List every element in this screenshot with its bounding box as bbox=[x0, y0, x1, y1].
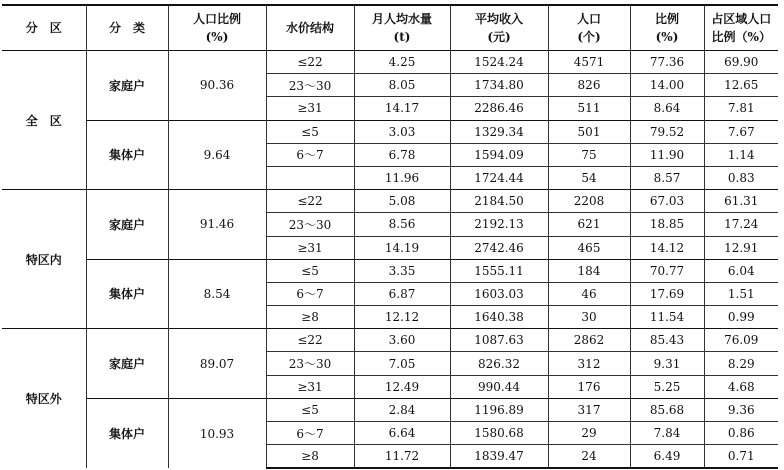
population-cell: 2862 bbox=[548, 329, 630, 352]
price-structure-cell: ≥31 bbox=[266, 236, 354, 259]
region-pop-ratio-cell: 0.99 bbox=[704, 306, 778, 329]
table-body bbox=[2, 51, 778, 469]
population-cell: 30 bbox=[548, 306, 630, 329]
ratio-cell: 7.84 bbox=[630, 422, 704, 445]
avg-income-cell: 1196.89 bbox=[450, 398, 548, 421]
region-pop-ratio-cell: 9.36 bbox=[704, 398, 778, 421]
avg-income-cell: 1839.47 bbox=[450, 445, 548, 469]
monthly-water-cell: 6.78 bbox=[354, 143, 450, 166]
ratio-cell: 67.03 bbox=[630, 190, 704, 213]
header-region-pop-ratio bbox=[704, 5, 778, 51]
ratio-cell: 11.90 bbox=[630, 143, 704, 166]
pop-ratio-cell: 90.36 bbox=[168, 51, 266, 121]
region-pop-ratio-cell: 17.24 bbox=[704, 213, 778, 236]
avg-income-cell: 2286.46 bbox=[450, 97, 548, 120]
header-population-line1: 人口 bbox=[576, 12, 601, 26]
category-cell: 家庭户 bbox=[86, 51, 168, 121]
header-monthly-water bbox=[354, 5, 450, 51]
header-pop-ratio-line2: (%) bbox=[205, 30, 229, 44]
population-cell: 29 bbox=[548, 422, 630, 445]
avg-income-cell: 1594.09 bbox=[450, 143, 548, 166]
monthly-water-cell: 8.56 bbox=[354, 213, 450, 236]
price-structure-cell: ≤5 bbox=[266, 120, 354, 143]
header-pop-ratio bbox=[168, 5, 266, 51]
region-pop-ratio-cell: 12.91 bbox=[704, 236, 778, 259]
header-price-structure: 水价结构 bbox=[266, 5, 354, 51]
pop-ratio-cell: 9.64 bbox=[168, 120, 266, 190]
ratio-cell: 14.00 bbox=[630, 74, 704, 97]
price-structure-cell bbox=[266, 166, 354, 189]
ratio-cell: 9.31 bbox=[630, 352, 704, 375]
population-cell: 317 bbox=[548, 398, 630, 421]
monthly-water-cell: 12.12 bbox=[354, 306, 450, 329]
region-pop-ratio-cell: 0.71 bbox=[704, 445, 778, 469]
region-pop-ratio-cell: 1.14 bbox=[704, 143, 778, 166]
avg-income-cell: 1603.03 bbox=[450, 282, 548, 305]
monthly-water-cell: 7.05 bbox=[354, 352, 450, 375]
ratio-cell: 8.57 bbox=[630, 166, 704, 189]
ratio-cell: 17.69 bbox=[630, 282, 704, 305]
avg-income-cell: 1524.24 bbox=[450, 51, 548, 74]
region-cell: 全 区 bbox=[2, 51, 86, 190]
population-cell: 511 bbox=[548, 97, 630, 120]
avg-income-cell: 2184.50 bbox=[450, 190, 548, 213]
price-structure-cell: ≤22 bbox=[266, 190, 354, 213]
ratio-cell: 6.49 bbox=[630, 445, 704, 469]
monthly-water-cell: 6.87 bbox=[354, 282, 450, 305]
avg-income-cell: 1734.80 bbox=[450, 74, 548, 97]
ratio-cell: 85.68 bbox=[630, 398, 704, 421]
region-pop-ratio-cell: 69.90 bbox=[704, 51, 778, 74]
population-cell: 75 bbox=[548, 143, 630, 166]
ratio-cell: 77.36 bbox=[630, 51, 704, 74]
table-row bbox=[2, 259, 778, 282]
monthly-water-cell: 2.84 bbox=[354, 398, 450, 421]
avg-income-cell: 2192.13 bbox=[450, 213, 548, 236]
avg-income-cell: 990.44 bbox=[450, 375, 548, 398]
table-row bbox=[2, 190, 778, 213]
monthly-water-cell: 11.96 bbox=[354, 166, 450, 189]
price-structure-cell: 23～30 bbox=[266, 213, 354, 236]
avg-income-cell: 1724.44 bbox=[450, 166, 548, 189]
population-cell: 24 bbox=[548, 445, 630, 469]
population-cell: 184 bbox=[548, 259, 630, 282]
header-avg-income-line2: (元) bbox=[487, 30, 511, 44]
header-region-pop-ratio-line1: 占区域人口 bbox=[711, 12, 772, 26]
avg-income-cell: 2742.46 bbox=[450, 236, 548, 259]
price-structure-cell: ≥8 bbox=[266, 306, 354, 329]
avg-income-cell: 1555.11 bbox=[450, 259, 548, 282]
population-cell: 465 bbox=[548, 236, 630, 259]
population-cell: 176 bbox=[548, 375, 630, 398]
pop-ratio-cell: 91.46 bbox=[168, 190, 266, 260]
region-pop-ratio-cell: 6.04 bbox=[704, 259, 778, 282]
avg-income-cell: 826.32 bbox=[450, 352, 548, 375]
monthly-water-cell: 8.05 bbox=[354, 74, 450, 97]
table-row bbox=[2, 398, 778, 421]
avg-income-cell: 1329.34 bbox=[450, 120, 548, 143]
price-structure-cell: 6～7 bbox=[266, 282, 354, 305]
header-row bbox=[2, 5, 778, 51]
monthly-water-cell: 6.64 bbox=[354, 422, 450, 445]
monthly-water-cell: 14.19 bbox=[354, 236, 450, 259]
header-region: 分 区 bbox=[2, 5, 86, 51]
region-pop-ratio-cell: 4.68 bbox=[704, 375, 778, 398]
price-structure-cell: 23～30 bbox=[266, 352, 354, 375]
header-population bbox=[548, 5, 630, 51]
avg-income-cell: 1087.63 bbox=[450, 329, 548, 352]
avg-income-cell: 1580.68 bbox=[450, 422, 548, 445]
monthly-water-cell: 11.72 bbox=[354, 445, 450, 469]
population-cell: 2208 bbox=[548, 190, 630, 213]
price-structure-cell: ≤5 bbox=[266, 259, 354, 282]
price-structure-cell: ≤22 bbox=[266, 329, 354, 352]
header-population-line2: (个) bbox=[577, 30, 601, 44]
region-cell: 特区内 bbox=[2, 190, 86, 329]
category-cell: 家庭户 bbox=[86, 190, 168, 260]
header-avg-income bbox=[450, 5, 548, 51]
header-avg-income-line1: 平均收入 bbox=[474, 12, 523, 26]
table-row bbox=[2, 51, 778, 74]
ratio-cell: 11.54 bbox=[630, 306, 704, 329]
table-row bbox=[2, 329, 778, 352]
header-ratio-line2: (%) bbox=[655, 30, 679, 44]
price-structure-cell: ≥8 bbox=[266, 445, 354, 469]
header-ratio-line1: 比例 bbox=[654, 12, 679, 26]
region-pop-ratio-cell: 0.86 bbox=[704, 422, 778, 445]
header-ratio bbox=[630, 5, 704, 51]
price-structure-cell: ≤22 bbox=[266, 51, 354, 74]
header-monthly-water-line2: (t) bbox=[393, 30, 411, 44]
price-structure-cell: 6～7 bbox=[266, 422, 354, 445]
population-cell: 826 bbox=[548, 74, 630, 97]
region-pop-ratio-cell: 1.51 bbox=[704, 282, 778, 305]
ratio-cell: 14.12 bbox=[630, 236, 704, 259]
ratio-cell: 8.64 bbox=[630, 97, 704, 120]
header-pop-ratio-line1: 人口比例 bbox=[192, 12, 241, 26]
monthly-water-cell: 12.49 bbox=[354, 375, 450, 398]
region-pop-ratio-cell: 7.81 bbox=[704, 97, 778, 120]
pop-ratio-cell: 10.93 bbox=[168, 398, 266, 468]
category-cell: 集体户 bbox=[86, 259, 168, 329]
pop-ratio-cell: 89.07 bbox=[168, 329, 266, 399]
header-region-pop-ratio-line2: 比例（%） bbox=[711, 30, 771, 44]
header-monthly-water-line1: 月人均水量 bbox=[371, 12, 432, 26]
monthly-water-cell: 3.60 bbox=[354, 329, 450, 352]
region-pop-ratio-cell: 12.65 bbox=[704, 74, 778, 97]
price-structure-cell: 6～7 bbox=[266, 143, 354, 166]
monthly-water-cell: 5.08 bbox=[354, 190, 450, 213]
avg-income-cell: 1640.38 bbox=[450, 306, 548, 329]
category-cell: 集体户 bbox=[86, 120, 168, 190]
population-cell: 621 bbox=[548, 213, 630, 236]
pop-ratio-cell: 8.54 bbox=[168, 259, 266, 329]
ratio-cell: 79.52 bbox=[630, 120, 704, 143]
category-cell: 集体户 bbox=[86, 398, 168, 468]
region-cell: 特区外 bbox=[2, 329, 86, 469]
population-cell: 4571 bbox=[548, 51, 630, 74]
water-price-table bbox=[2, 4, 778, 469]
region-pop-ratio-cell: 0.83 bbox=[704, 166, 778, 189]
monthly-water-cell: 14.17 bbox=[354, 97, 450, 120]
population-cell: 54 bbox=[548, 166, 630, 189]
price-structure-cell: ≥31 bbox=[266, 375, 354, 398]
region-pop-ratio-cell: 61.31 bbox=[704, 190, 778, 213]
ratio-cell: 85.43 bbox=[630, 329, 704, 352]
monthly-water-cell: 3.35 bbox=[354, 259, 450, 282]
ratio-cell: 70.77 bbox=[630, 259, 704, 282]
population-cell: 46 bbox=[548, 282, 630, 305]
monthly-water-cell: 4.25 bbox=[354, 51, 450, 74]
region-pop-ratio-cell: 8.29 bbox=[704, 352, 778, 375]
price-structure-cell: 23～30 bbox=[266, 74, 354, 97]
price-structure-cell: ≥31 bbox=[266, 97, 354, 120]
category-cell: 家庭户 bbox=[86, 329, 168, 399]
ratio-cell: 5.25 bbox=[630, 375, 704, 398]
population-cell: 312 bbox=[548, 352, 630, 375]
table-row bbox=[2, 120, 778, 143]
population-cell: 501 bbox=[548, 120, 630, 143]
region-pop-ratio-cell: 76.09 bbox=[704, 329, 778, 352]
price-structure-cell: ≤5 bbox=[266, 398, 354, 421]
ratio-cell: 18.85 bbox=[630, 213, 704, 236]
region-pop-ratio-cell: 7.67 bbox=[704, 120, 778, 143]
header-category: 分 类 bbox=[86, 5, 168, 51]
monthly-water-cell: 3.03 bbox=[354, 120, 450, 143]
